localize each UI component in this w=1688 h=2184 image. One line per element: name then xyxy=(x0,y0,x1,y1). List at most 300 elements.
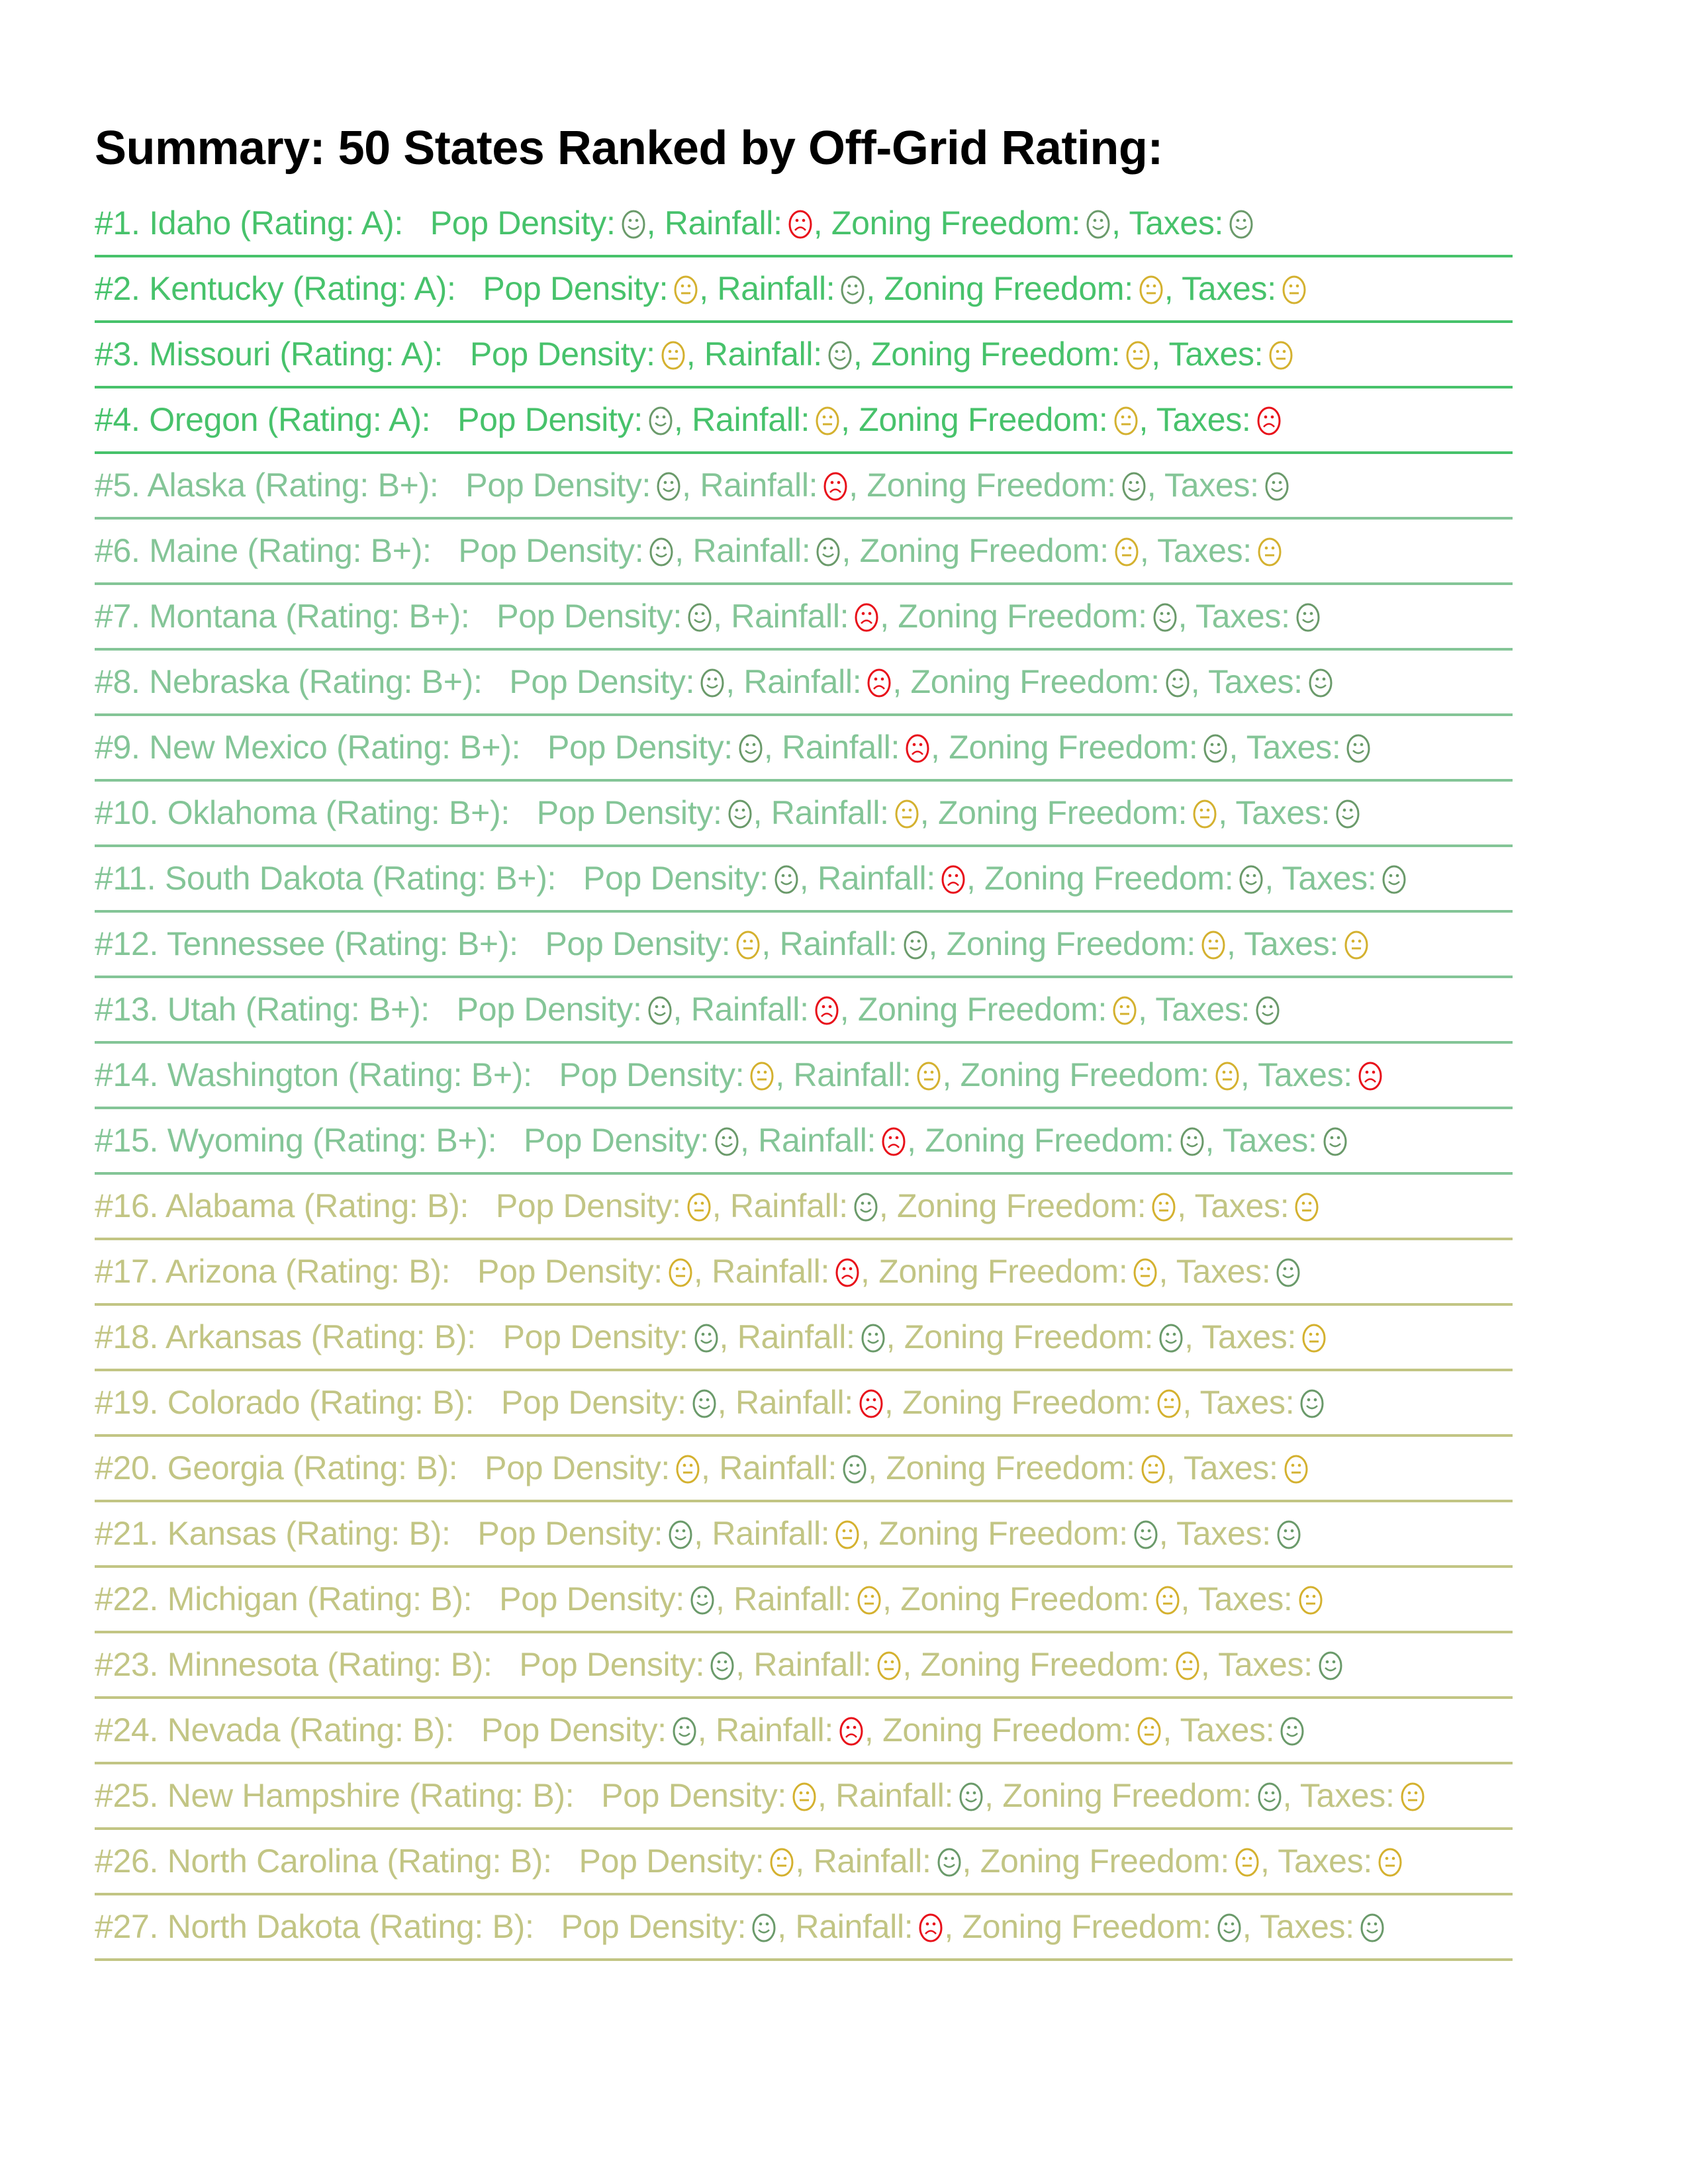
state-row-missouri xyxy=(95,323,1513,388)
separator: , xyxy=(1184,1318,1202,1355)
rainfall-label: Rainfall: xyxy=(731,598,849,635)
zoning-freedom-neutral-face-icon xyxy=(1139,275,1164,305)
pop-density-label: Pop Density: xyxy=(499,1580,684,1617)
state-rank: #18. xyxy=(95,1318,165,1355)
state-rank: #15. xyxy=(95,1122,167,1159)
state-rank: #25. xyxy=(95,1777,167,1814)
pop-density-label: Pop Density: xyxy=(485,1449,671,1486)
separator: , xyxy=(1282,1777,1300,1814)
rainfall-sad-face-icon xyxy=(854,602,879,633)
taxes-happy-face-icon xyxy=(1276,1257,1301,1288)
taxes-happy-face-icon xyxy=(1264,471,1289,502)
separator: , xyxy=(1139,532,1158,569)
pop-density-happy-face-icon xyxy=(700,668,725,698)
separator: , xyxy=(1162,1711,1180,1749)
rainfall-sad-face-icon xyxy=(905,733,930,764)
zoning-freedom-neutral-face-icon xyxy=(1141,1454,1166,1484)
pop-density-label: Pop Density: xyxy=(509,663,695,700)
taxes-label: Taxes: xyxy=(1235,794,1331,831)
taxes-label: Taxes: xyxy=(1155,991,1250,1028)
taxes-happy-face-icon xyxy=(1308,668,1333,698)
pop-density-label: Pop Density: xyxy=(430,205,616,242)
state-rating: (Rating: B): xyxy=(303,1187,487,1224)
pop-density-neutral-face-icon xyxy=(673,275,698,305)
separator: , xyxy=(864,1711,883,1749)
zoning-freedom-label: Zoning Freedom: xyxy=(949,729,1198,766)
zoning-freedom-label: Zoning Freedom: xyxy=(884,270,1133,307)
separator: , xyxy=(907,1122,925,1159)
rainfall-happy-face-icon xyxy=(959,1782,984,1812)
zoning-freedom-neutral-face-icon xyxy=(1235,1847,1260,1878)
rainfall-sad-face-icon xyxy=(814,995,839,1026)
state-name: Kentucky xyxy=(149,270,293,307)
zoning-freedom-happy-face-icon xyxy=(1203,733,1228,764)
taxes-sad-face-icon xyxy=(1256,406,1282,436)
taxes-neutral-face-icon xyxy=(1282,275,1307,305)
separator: , xyxy=(763,729,782,766)
pop-density-label: Pop Density: xyxy=(456,991,642,1028)
state-row-text xyxy=(95,1445,1309,1491)
taxes-happy-face-icon xyxy=(1318,1651,1343,1681)
pop-density-happy-face-icon xyxy=(714,1126,739,1157)
separator: , xyxy=(818,1777,836,1814)
pop-density-label: Pop Density: xyxy=(559,1056,745,1093)
pop-density-label: Pop Density: xyxy=(524,1122,709,1159)
separator: , xyxy=(919,794,938,831)
state-rank: #21. xyxy=(95,1515,167,1552)
state-name: Nevada xyxy=(167,1711,289,1749)
rainfall-label: Rainfall: xyxy=(733,1580,852,1617)
state-row-south-dakota xyxy=(95,847,1513,913)
taxes-label: Taxes: xyxy=(1180,1711,1275,1749)
state-row-text xyxy=(95,921,1370,967)
rainfall-label: Rainfall: xyxy=(737,1318,855,1355)
zoning-freedom-label: Zoning Freedom: xyxy=(886,1449,1135,1486)
state-row-nevada xyxy=(95,1699,1513,1764)
zoning-freedom-neutral-face-icon xyxy=(1137,1716,1162,1747)
separator: , xyxy=(1158,1515,1177,1552)
separator: , xyxy=(1200,1646,1219,1683)
separator: , xyxy=(984,1777,1003,1814)
pop-density-neutral-face-icon xyxy=(769,1847,794,1878)
rainfall-label: Rainfall: xyxy=(779,925,898,962)
separator: , xyxy=(761,925,780,962)
rainfall-label: Rainfall: xyxy=(782,729,900,766)
state-rank: #12. xyxy=(95,925,167,962)
state-row-text xyxy=(95,265,1307,312)
state-row-wyoming xyxy=(95,1109,1513,1175)
state-rank: #19. xyxy=(95,1384,167,1421)
zoning-freedom-neutral-face-icon xyxy=(1215,1061,1240,1091)
state-rank: #1. xyxy=(95,205,150,242)
pop-density-label: Pop Density: xyxy=(496,598,682,635)
separator: , xyxy=(966,860,985,897)
state-row-oregon xyxy=(95,388,1513,454)
state-rating: (Rating: B+): xyxy=(245,991,448,1028)
taxes-label: Taxes: xyxy=(1246,729,1341,766)
state-rank: #14. xyxy=(95,1056,167,1093)
pop-density-label: Pop Density: xyxy=(495,1187,681,1224)
state-rank: #27. xyxy=(95,1908,167,1945)
state-row-text xyxy=(95,790,1361,836)
taxes-label: Taxes: xyxy=(1194,1187,1289,1224)
state-name: Wyoming xyxy=(167,1122,313,1159)
state-row-text xyxy=(95,1772,1426,1819)
zoning-freedom-label: Zoning Freedom: xyxy=(859,532,1109,569)
separator: , xyxy=(892,663,911,700)
separator: , xyxy=(931,729,949,766)
taxes-happy-face-icon xyxy=(1295,602,1321,633)
separator: , xyxy=(777,1908,796,1945)
state-rating: (Rating: B+): xyxy=(285,598,488,635)
state-rating: (Rating: B+): xyxy=(312,1122,515,1159)
separator: , xyxy=(686,336,704,373)
rainfall-label: Rainfall: xyxy=(793,1056,912,1093)
state-row-alabama xyxy=(95,1175,1513,1240)
rainfall-neutral-face-icon xyxy=(876,1651,902,1681)
state-row-new-mexico xyxy=(95,716,1513,782)
state-row-text xyxy=(95,593,1321,639)
rainfall-sad-face-icon xyxy=(859,1388,884,1419)
rainfall-label: Rainfall: xyxy=(664,205,782,242)
state-rank: #23. xyxy=(95,1646,167,1683)
rainfall-happy-face-icon xyxy=(903,930,928,960)
zoning-freedom-label: Zoning Freedom: xyxy=(1002,1777,1252,1814)
state-name: Michigan xyxy=(167,1580,308,1617)
state-rating: (Rating: A): xyxy=(240,205,422,242)
pop-density-happy-face-icon xyxy=(621,209,646,240)
state-row-text xyxy=(95,396,1282,443)
zoning-freedom-neutral-face-icon xyxy=(1133,1257,1158,1288)
state-row-text xyxy=(95,1117,1348,1163)
taxes-label: Taxes: xyxy=(1168,336,1264,373)
state-name: Georgia xyxy=(167,1449,293,1486)
state-rating: (Rating: B): xyxy=(285,1515,469,1552)
state-name: Kansas xyxy=(167,1515,286,1552)
separator: , xyxy=(849,467,867,504)
rainfall-sad-face-icon xyxy=(918,1913,943,1943)
separator: , xyxy=(841,532,860,569)
state-row-text xyxy=(95,659,1334,705)
taxes-neutral-face-icon xyxy=(1301,1323,1327,1353)
taxes-neutral-face-icon xyxy=(1268,340,1293,371)
taxes-label: Taxes: xyxy=(1197,1580,1293,1617)
rainfall-neutral-face-icon xyxy=(835,1520,860,1550)
pop-density-happy-face-icon xyxy=(649,537,674,567)
separator: , xyxy=(928,925,947,962)
separator: , xyxy=(1164,270,1182,307)
taxes-happy-face-icon xyxy=(1229,209,1254,240)
pop-density-label: Pop Density: xyxy=(579,1843,765,1880)
state-row-colorado xyxy=(95,1371,1513,1437)
separator: , xyxy=(713,598,731,635)
state-row-kansas xyxy=(95,1502,1513,1568)
zoning-freedom-label: Zoning Freedom: xyxy=(898,598,1147,635)
zoning-freedom-neutral-face-icon xyxy=(1112,995,1137,1026)
separator: , xyxy=(878,1187,898,1224)
state-rating: (Rating: A): xyxy=(279,336,461,373)
state-name: Alabama xyxy=(165,1187,304,1224)
state-rating: (Rating: B+): xyxy=(254,467,457,504)
state-name: Maine xyxy=(149,532,248,569)
rainfall-label: Rainfall: xyxy=(795,1908,914,1945)
taxes-label: Taxes: xyxy=(1218,1646,1313,1683)
state-row-text xyxy=(95,1707,1305,1753)
pop-density-happy-face-icon xyxy=(656,471,681,502)
rainfall-neutral-face-icon xyxy=(857,1585,882,1615)
state-name: Alaska xyxy=(147,467,255,504)
rainfall-happy-face-icon xyxy=(816,537,841,567)
separator: , xyxy=(884,1384,903,1421)
separator: , xyxy=(1229,729,1246,766)
zoning-freedom-label: Zoning Freedom: xyxy=(904,1318,1154,1355)
rainfall-label: Rainfall: xyxy=(735,1384,853,1421)
separator: , xyxy=(1180,1580,1198,1617)
state-name: Minnesota xyxy=(167,1646,328,1683)
zoning-freedom-neutral-face-icon xyxy=(1125,340,1150,371)
zoning-freedom-label: Zoning Freedom: xyxy=(920,1646,1170,1683)
pop-density-happy-face-icon xyxy=(672,1716,697,1747)
zoning-freedom-happy-face-icon xyxy=(1086,209,1111,240)
rainfall-neutral-face-icon xyxy=(916,1061,941,1091)
zoning-freedom-label: Zoning Freedom: xyxy=(878,1253,1128,1290)
separator: , xyxy=(699,270,718,307)
state-rank: #9. xyxy=(95,729,150,766)
state-rank: #6. xyxy=(95,532,150,569)
separator: , xyxy=(775,1056,794,1093)
state-rating: (Rating: B+): xyxy=(371,860,575,897)
state-name: New Hampshire xyxy=(167,1777,410,1814)
zoning-freedom-neutral-face-icon xyxy=(1175,1651,1200,1681)
state-rating: (Rating: B+): xyxy=(334,925,536,962)
state-row-washington xyxy=(95,1044,1513,1109)
taxes-neutral-face-icon xyxy=(1378,1847,1403,1878)
separator: , xyxy=(693,1253,712,1290)
zoning-freedom-label: Zoning Freedom: xyxy=(878,1515,1128,1552)
state-rating: (Rating: B+): xyxy=(247,532,449,569)
pop-density-label: Pop Density: xyxy=(561,1908,747,1945)
state-rank: #2. xyxy=(95,270,150,307)
separator: , xyxy=(886,1318,904,1355)
rainfall-label: Rainfall: xyxy=(704,336,822,373)
taxes-happy-face-icon xyxy=(1346,733,1371,764)
separator: , xyxy=(841,401,859,438)
pop-density-neutral-face-icon xyxy=(792,1782,817,1812)
taxes-label: Taxes: xyxy=(1183,1449,1278,1486)
separator: , xyxy=(799,860,818,897)
state-row-text xyxy=(95,1183,1320,1229)
separator: , xyxy=(739,1122,759,1159)
rainfall-happy-face-icon xyxy=(842,1454,867,1484)
state-row-michigan xyxy=(95,1568,1513,1633)
taxes-happy-face-icon xyxy=(1335,799,1360,829)
zoning-freedom-happy-face-icon xyxy=(1217,1913,1242,1943)
zoning-freedom-label: Zoning Freedom: xyxy=(900,1580,1150,1617)
separator: , xyxy=(735,1646,754,1683)
state-rank: #8. xyxy=(95,663,150,700)
separator: , xyxy=(1218,794,1236,831)
state-row-text xyxy=(95,1510,1302,1557)
state-row-new-hampshire xyxy=(95,1764,1513,1830)
state-name: Oklahoma xyxy=(167,794,326,831)
separator: , xyxy=(682,467,700,504)
separator: , xyxy=(1264,860,1282,897)
pop-density-happy-face-icon xyxy=(774,864,799,895)
pop-density-happy-face-icon xyxy=(690,1585,715,1615)
row-divider xyxy=(95,1958,1513,1961)
zoning-freedom-neutral-face-icon xyxy=(1151,1192,1176,1222)
rainfall-label: Rainfall: xyxy=(813,1843,931,1880)
state-name: Arizona xyxy=(165,1253,285,1290)
rainfall-label: Rainfall: xyxy=(743,663,862,700)
rainfall-sad-face-icon xyxy=(881,1126,906,1157)
state-row-text xyxy=(95,986,1281,1032)
taxes-neutral-face-icon xyxy=(1257,537,1282,567)
separator: , xyxy=(717,1384,735,1421)
state-name: Colorado xyxy=(167,1384,309,1421)
rainfall-label: Rainfall: xyxy=(700,467,818,504)
pop-density-happy-face-icon xyxy=(648,406,673,436)
state-rating: (Rating: B+): xyxy=(325,794,528,831)
zoning-freedom-label: Zoning Freedom: xyxy=(867,467,1116,504)
state-rank: #20. xyxy=(95,1449,167,1486)
zoning-freedom-neutral-face-icon xyxy=(1201,930,1226,960)
state-rating: (Rating: B+): xyxy=(348,1056,550,1093)
taxes-neutral-face-icon xyxy=(1294,1192,1319,1222)
rainfall-label: Rainfall: xyxy=(712,1253,830,1290)
taxes-label: Taxes: xyxy=(1176,1515,1271,1552)
pop-density-neutral-face-icon xyxy=(735,930,761,960)
zoning-freedom-label: Zoning Freedom: xyxy=(857,991,1107,1028)
state-row-text xyxy=(95,1903,1385,1950)
zoning-freedom-label: Zoning Freedom: xyxy=(882,1711,1132,1749)
zoning-freedom-label: Zoning Freedom: xyxy=(910,663,1160,700)
separator: , xyxy=(861,1515,879,1552)
state-row-text xyxy=(95,331,1294,377)
zoning-freedom-label: Zoning Freedom: xyxy=(984,860,1234,897)
taxes-label: Taxes: xyxy=(1199,1384,1295,1421)
state-name: Missouri xyxy=(149,336,280,373)
separator: , xyxy=(1182,1384,1200,1421)
zoning-freedom-label: Zoning Freedom: xyxy=(897,1187,1147,1224)
pop-density-label: Pop Density: xyxy=(458,532,644,569)
rainfall-sad-face-icon xyxy=(823,471,848,502)
taxes-label: Taxes: xyxy=(1282,860,1377,897)
taxes-label: Taxes: xyxy=(1222,1122,1317,1159)
zoning-freedom-happy-face-icon xyxy=(1133,1520,1158,1550)
zoning-freedom-label: Zoning Freedom: xyxy=(831,205,1081,242)
state-rank: #26. xyxy=(95,1843,167,1880)
state-row-text xyxy=(95,1052,1383,1098)
state-rank: #16. xyxy=(95,1187,165,1224)
separator: , xyxy=(866,270,884,307)
taxes-label: Taxes: xyxy=(1258,1056,1352,1093)
separator: , xyxy=(962,1843,980,1880)
state-name: Arkansas xyxy=(165,1318,311,1355)
state-ranking-list xyxy=(95,192,1513,1961)
state-rating: (Rating: B): xyxy=(310,1318,494,1355)
state-row-text xyxy=(95,200,1254,246)
separator: , xyxy=(880,598,898,635)
pop-density-happy-face-icon xyxy=(727,799,753,829)
separator: , xyxy=(1242,1908,1260,1945)
state-rank: #11. xyxy=(95,860,165,897)
zoning-freedom-label: Zoning Freedom: xyxy=(871,336,1121,373)
pop-density-happy-face-icon xyxy=(647,995,673,1026)
rainfall-sad-face-icon xyxy=(788,209,813,240)
separator: , xyxy=(1138,991,1156,1028)
separator: , xyxy=(839,991,858,1028)
state-row-utah xyxy=(95,978,1513,1044)
separator: , xyxy=(675,532,693,569)
pop-density-happy-face-icon xyxy=(694,1323,719,1353)
separator: , xyxy=(1178,598,1196,635)
separator: , xyxy=(1177,1187,1195,1224)
zoning-freedom-happy-face-icon xyxy=(1165,668,1190,698)
state-row-text xyxy=(95,1641,1344,1688)
taxes-label: Taxes: xyxy=(1201,1318,1297,1355)
taxes-happy-face-icon xyxy=(1280,1716,1305,1747)
separator: , xyxy=(726,663,744,700)
state-rank: #13. xyxy=(95,991,167,1028)
taxes-label: Taxes: xyxy=(1164,467,1259,504)
separator: , xyxy=(861,1253,879,1290)
rainfall-label: Rainfall: xyxy=(729,1187,848,1224)
taxes-label: Taxes: xyxy=(1157,532,1252,569)
state-row-text xyxy=(95,1576,1324,1622)
pop-density-label: Pop Density: xyxy=(547,729,733,766)
zoning-freedom-label: Zoning Freedom: xyxy=(859,401,1108,438)
state-row-text xyxy=(95,855,1407,901)
state-rating: (Rating: B+): xyxy=(298,663,500,700)
zoning-freedom-happy-face-icon xyxy=(1158,1323,1184,1353)
separator: , xyxy=(1166,1449,1184,1486)
pop-density-happy-face-icon xyxy=(751,1913,776,1943)
pop-density-neutral-face-icon xyxy=(686,1192,712,1222)
taxes-neutral-face-icon xyxy=(1284,1454,1309,1484)
taxes-label: Taxes: xyxy=(1244,925,1338,962)
state-rank: #5. xyxy=(95,467,148,504)
state-rank: #3. xyxy=(95,336,150,373)
rainfall-happy-face-icon xyxy=(861,1323,886,1353)
state-row-kentucky xyxy=(95,257,1513,323)
separator: , xyxy=(673,401,692,438)
zoning-freedom-label: Zoning Freedom: xyxy=(980,1843,1229,1880)
state-name: Montana xyxy=(149,598,286,635)
rainfall-label: Rainfall: xyxy=(719,1449,837,1486)
pop-density-happy-face-icon xyxy=(692,1388,717,1419)
zoning-freedom-happy-face-icon xyxy=(1239,864,1264,895)
rainfall-label: Rainfall: xyxy=(715,1711,833,1749)
separator: , xyxy=(1226,925,1244,962)
pop-density-label: Pop Density: xyxy=(465,467,651,504)
state-row-idaho xyxy=(95,192,1513,257)
rainfall-sad-face-icon xyxy=(835,1257,860,1288)
state-row-minnesota xyxy=(95,1633,1513,1699)
rainfall-happy-face-icon xyxy=(827,340,853,371)
separator: , xyxy=(882,1580,901,1617)
separator: , xyxy=(1158,1253,1176,1290)
pop-density-happy-face-icon xyxy=(687,602,712,633)
separator: , xyxy=(1240,1056,1258,1093)
state-name: Nebraska xyxy=(149,663,299,700)
taxes-neutral-face-icon xyxy=(1344,930,1369,960)
separator: , xyxy=(795,1843,814,1880)
state-name: Oregon xyxy=(149,401,267,438)
pop-density-neutral-face-icon xyxy=(661,340,686,371)
pop-density-label: Pop Density: xyxy=(502,1318,688,1355)
zoning-freedom-happy-face-icon xyxy=(1180,1126,1205,1157)
